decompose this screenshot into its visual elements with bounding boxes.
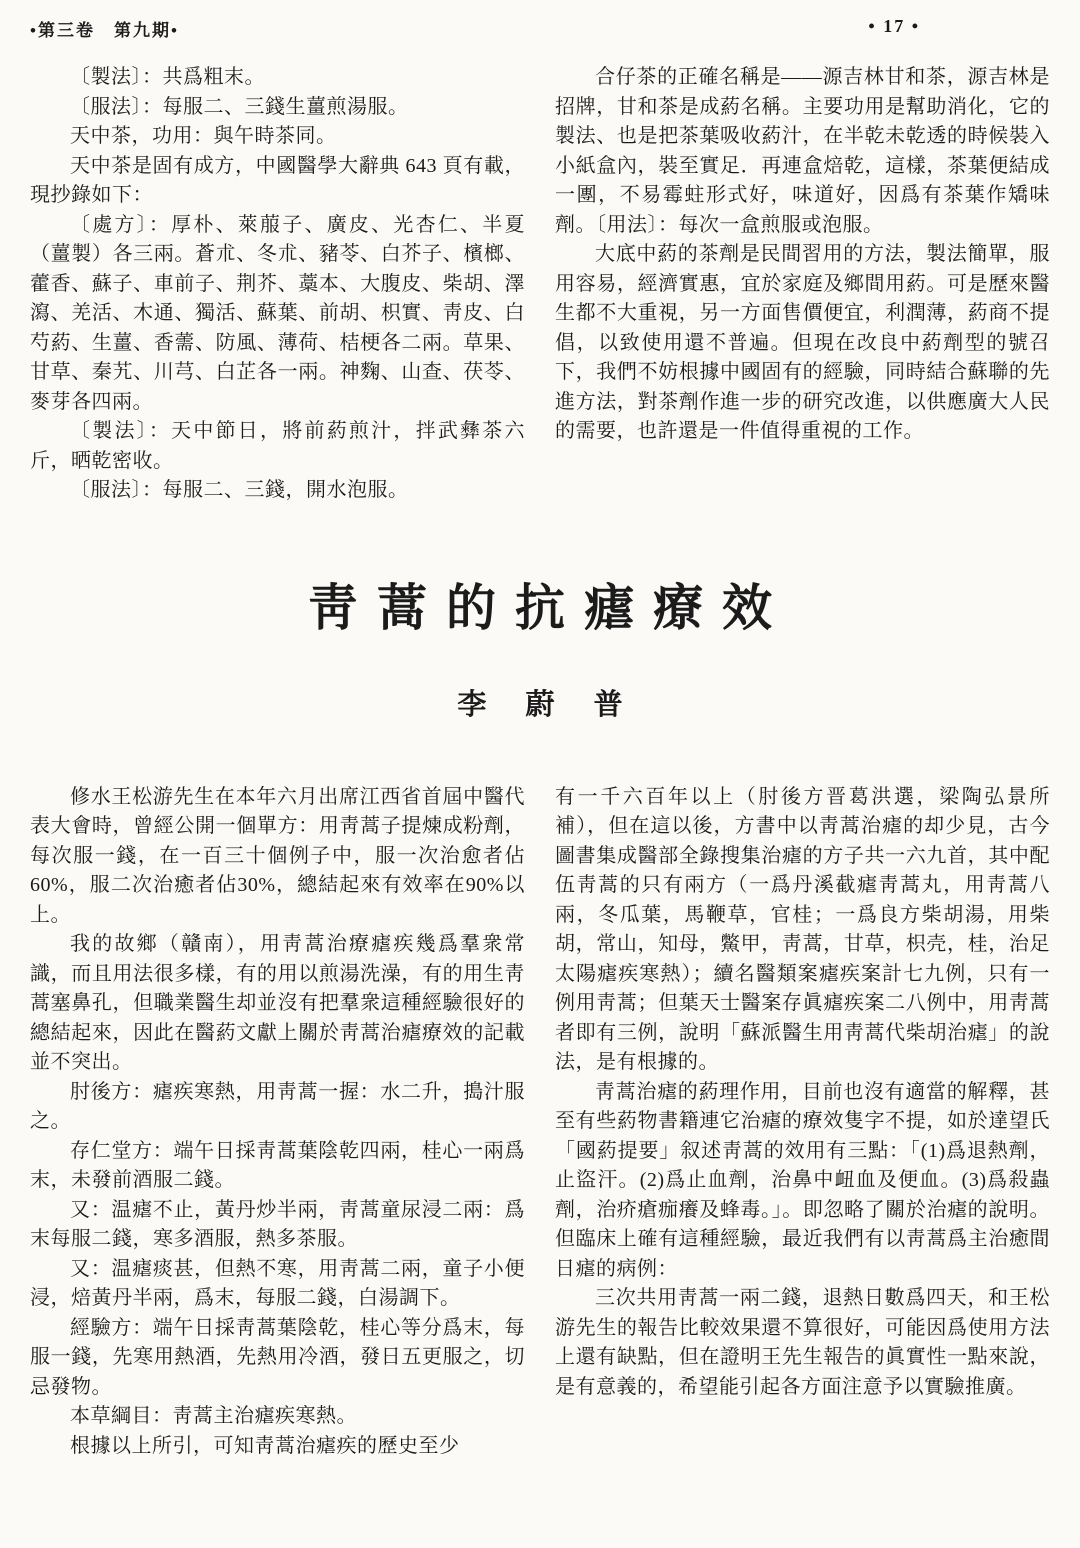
paragraph: 〔服法〕：每服二、三錢，開水泡服。	[70, 479, 409, 501]
paragraph: 天中茶，功用：與午時茶同。	[70, 125, 337, 147]
paragraph: 三次共用靑蒿一兩二錢，退熱日數爲四天，和王松游先生的報告比較效果還不算很好，可能因爲使用方法上還有缺點，但在證明王先生報告的眞實性一點來說，是有意義的，希望能引起各方面注意予以實驗推廣。	[555, 1287, 1050, 1398]
article-author: 李蔚普	[457, 688, 662, 721]
paragraph: 又：温瘧不止，黃丹炒半兩，靑蒿童尿浸二兩：爲末每服二錢，寒多酒服，熱多茶服。	[30, 1198, 525, 1250]
main-right-column	[555, 783, 1050, 1403]
paragraph: 本草綱目：靑蒿主治瘧疾寒熱。	[70, 1405, 357, 1427]
paragraph: 天中茶是固有成方，中國醫學大辭典 643 頁有載，現抄錄如下：	[30, 154, 525, 206]
previous-article-continuation	[30, 63, 1050, 506]
paragraph: 大底中葯的茶劑是民間習用的方法，製法簡單，服用容易，經濟實惠，宜於家庭及鄉間用葯。可是歷來醫生都不大重視，另一方面售價便宜，利潤薄，葯商不提倡，以致使用還不普遍。但現在改良中葯劑型的號召下，我們不妨根據中國固有的經驗，同時結合蘇聯的先進方法，對茶劑作進一步的研究改進，以供應廣大人民的需要，也許還是一件值得重視的工作。	[555, 243, 1050, 442]
paragraph: 根據以上所引，可知靑蒿治瘧疾的歷史至少	[70, 1434, 460, 1457]
top-left-column	[30, 63, 525, 506]
article-body	[30, 783, 1050, 1462]
page-header	[30, 16, 1050, 41]
paragraph: 有一千六百年以上（肘後方晋葛洪選，梁陶弘景所補），但在這以後，方書中以靑蒿治瘧的却少見，古今圖書集成醫部全錄搜集治瘧的方子共一六九首，其中配伍靑蒿的只有兩方（一爲丹溪截瘧靑蒿丸，用靑蒿八兩，冬瓜葉，馬鞭草，官桂；一爲良方柴胡湯，用柴胡，常山，知母，鱉甲，靑蒿，甘草，枳壳，桂，治足太陽瘧疾寒熱）；續名醫類案瘧疾案計七九例，只有一例用靑蒿；但葉天士醫案存眞瘧疾案二八例中，用靑蒿者即有三例，說明「蘇派醫生用靑蒿代柴胡治瘧」的說法，是有根據的。	[555, 785, 1050, 1073]
article-title: 靑蒿的抗瘧療效	[308, 579, 791, 636]
paragraph: 肘後方：瘧疾寒熱，用靑蒿一握：水二升，搗汁服之。	[30, 1080, 525, 1132]
paragraph: 〔處方〕：厚朴、萊菔子、廣皮、光杏仁、半夏（薑製）各三兩。蒼朮、冬朮、豬苓、白芥子、檳榔、藿香、蘇子、車前子、荆芥、藁本、大腹皮、柴胡、澤瀉、羌活、木通、獨活、蘇葉、前胡、枳實、靑皮、白芍葯、生薑、香薷、防風、薄荷、桔梗各二兩。草果、甘草、秦艽、川芎、白芷各一兩。神麴、山查、茯苓、麥芽各四兩。	[30, 213, 525, 413]
top-right-column	[555, 63, 1050, 447]
paragraph: 〔製法〕：天中節日，將前葯煎汁，拌武彝茶六斤，晒乾密收。	[30, 420, 525, 472]
main-left-column	[30, 783, 525, 1462]
paragraph: 〔製法〕：共爲粗末。	[70, 66, 265, 88]
paragraph: 又：温瘧痰甚，但熱不寒，用靑蒿二兩，童子小便浸，焙黃丹半兩，爲末，每服二錢，白湯調下。	[30, 1257, 525, 1309]
paragraph: 靑蒿治瘧的葯理作用，目前也沒有適當的解釋，甚至有些葯物書籍連它治瘧的療效隻字不提，如於達望氏「國葯提要」叙述靑蒿的效用有三點：「(1)爲退熱劑，止盜汗。(2)爲止血劑，治鼻中衄血及便血。(3)爲殺蟲劑，治疥瘡痂癢及蜂毒。」。即忽略了關於治瘧的說明。但臨床上確有這種經驗，最近我們有以靑蒿爲主治癒間日瘧的病例：	[555, 1080, 1050, 1280]
paragraph: 〔服法〕：每服二、三錢生薑煎湯服。	[70, 95, 409, 118]
paragraph: 存仁堂方：端午日採靑蒿葉陰乾四兩，桂心一兩爲末，未發前酒服二錢。	[30, 1139, 525, 1191]
paragraph: 我的故鄉（贛南），用靑蒿治療瘧疾幾爲羣衆常識，而且用法很多樣，有的用以煎湯洗澡，有的用生靑蒿塞鼻孔，但職業醫生却並沒有把羣衆這種經驗很好的總結起來，因此在醫葯文獻上關於靑蒿治瘧療效的記載並不突出。	[30, 933, 525, 1073]
page-number: • 17 •	[868, 16, 920, 36]
paragraph: 經驗方：端午日採靑蒿葉陰乾，桂心等分爲末，每服一錢，先寒用熱酒，先熱用冷酒，發日五更服之，切忌發物。	[30, 1316, 525, 1398]
article-title-block	[30, 568, 1050, 723]
paragraph: 修水王松游先生在本年六月出席江西省首屆中醫代表大會時，曾經公開一個單方：用靑蒿子提煉成粉劑，每次服一錢，在一百三十個例子中，服一次治愈者佔60%，服二次治癒者佔30%，總結起來有效率在90%以上。	[30, 785, 525, 926]
paragraph: 合仔茶的正確名稱是——源吉林甘和茶，源吉林是招牌，甘和茶是成葯名稱。主要功用是幫助消化，它的製法、也是把茶葉吸收葯汁，在半乾未乾透的時候裝入小紙盒內，裝至實足．再連盒焙乾，這樣，茶葉便結成一團，不易霉蛀形式好，味道好，因爲有茶葉作矯味劑。〔用法〕：每次一盒煎服或泡服。	[555, 66, 1050, 236]
volume-issue-label: •第三卷 第九期•	[30, 21, 179, 40]
